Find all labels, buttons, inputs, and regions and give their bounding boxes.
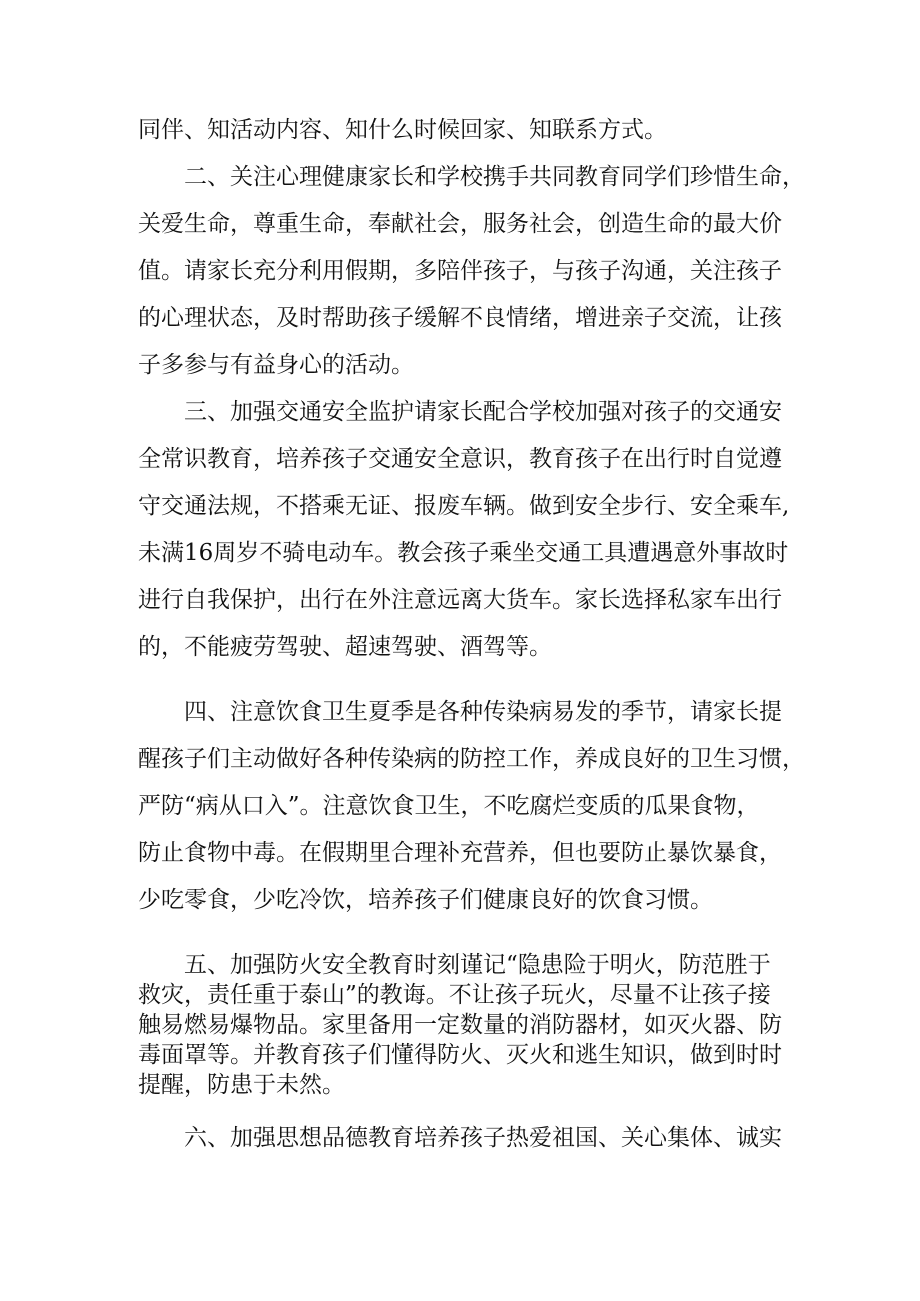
- paragraph-line: 全常识教育，培养孩子交通安全意识，教育孩子在出行时自觉遵: [138, 446, 782, 472]
- paragraph-line: 少吃零食，少吃冷饮，培养孩子们健康良好的饮食习惯。: [138, 887, 713, 913]
- paragraph-line: 子多参与有益身心的活动。: [138, 352, 414, 378]
- section-4-heading-line: 四、注意饮食卫生夏季是各种传染病易发的季节，请家长提: [184, 699, 782, 725]
- paragraph-line: 毒面罩等。并教育孩子们懂得防火、灭火和逃生知识，做到时时: [138, 1042, 782, 1068]
- paragraph-line: 严防“病从口入”。注意饮食卫生，不吃腐烂变质的瓜果食物，: [138, 793, 760, 819]
- section-5-heading-line: 五、加强防火安全教育时刻谨记“隐患险于明火，防范胜于: [184, 952, 771, 978]
- paragraph-line: 提醒，防患于未然。: [138, 1072, 345, 1098]
- paragraph-line: 醒孩子们主动做好各种传染病的防控工作，养成良好的卫生习惯，: [138, 746, 805, 772]
- paragraph-line: 触易燃易爆物品。家里备用一定数量的消防器材，如灭火器、防: [138, 1012, 782, 1038]
- section-6-heading-line: 六、加强思想品德教育培养孩子热爱祖国、关心集体、诚实: [184, 1125, 782, 1151]
- section-2-heading-line: 二、关注心理健康家长和学校携手共同教育同学们珍惜生命，: [184, 164, 805, 190]
- paragraph-line: 进行自我保护，出行在外注意远离大货车。家长选择私家车出行: [138, 587, 782, 613]
- paragraph-line: 防止食物中毒。在假期里合理补充营养，但也要防止暴饮暴食，: [138, 840, 782, 866]
- paragraph-line: 的，不能疲劳驾驶、超速驾驶、酒驾等。: [138, 634, 552, 660]
- paragraph-line: 未满16周岁不骑电动车。教会孩子乘坐交通工具遭遇意外事故时: [138, 540, 789, 566]
- section-3-heading-line: 三、加强交通安全监护请家长配合学校加强对孩子的交通安: [184, 399, 782, 425]
- paragraph-line: 守交通法规，不搭乘无证、报废车辆。做到安全步行、安全乘车,: [138, 493, 790, 519]
- paragraph-line: 关爱生命，尊重生命，奉献社会，服务社会，创造生命的最大价: [138, 211, 782, 237]
- paragraph-line: 的心理状态，及时帮助孩子缓解不良情绪，增进亲子交流，让孩: [138, 305, 782, 331]
- paragraph-line: 值。请家长充分利用假期，多陪伴孩子，与孩子沟通，关注孩子: [138, 258, 782, 284]
- paragraph-line: 同伴、知活动内容、知什么时候回家、知联系方式。: [138, 117, 667, 143]
- paragraph-line: 救灾，责任重于泰山”的教诲。不让孩子玩火，尽量不让孩子接: [138, 982, 771, 1008]
